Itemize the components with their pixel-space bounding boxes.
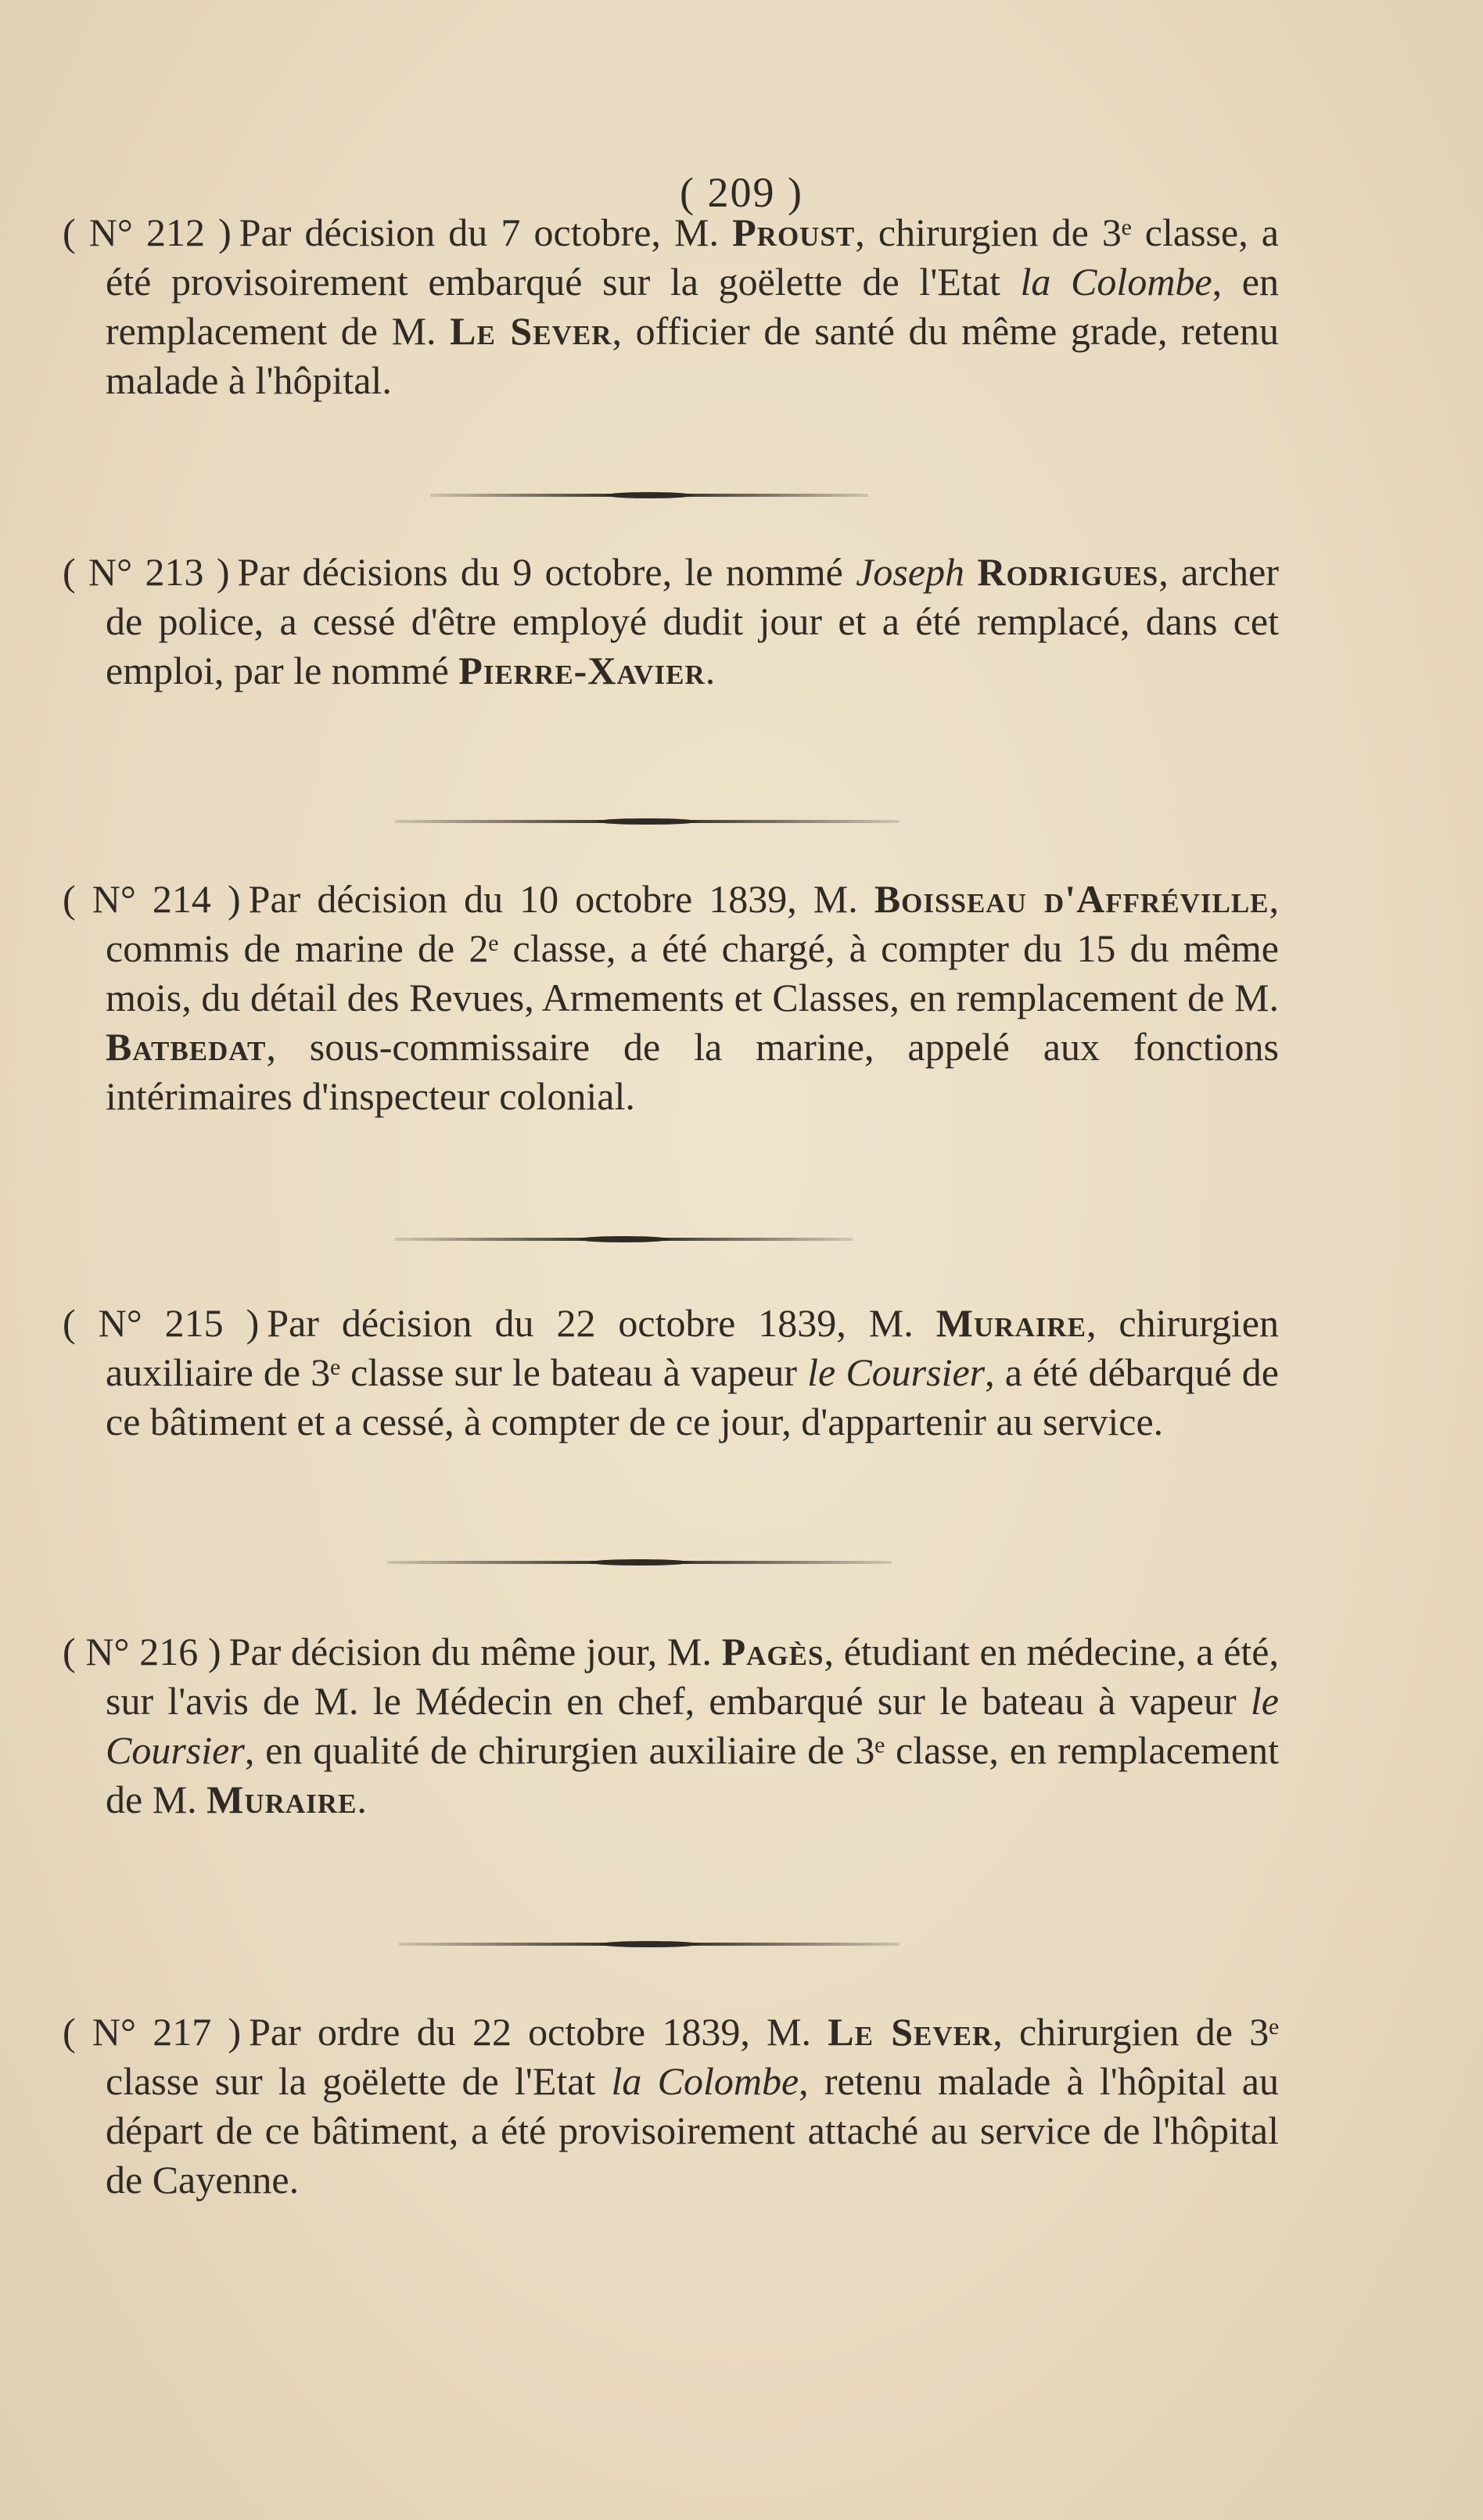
separator-rule	[395, 820, 899, 823]
ship-name: la Colombe	[611, 2059, 799, 2103]
entry-214: ( N° 214 ) Par décision du 10 octobre 1839, M. Boisseau d'Affréville, commis de marine de 2ᵉ classe, a été chargé, à compter du 15 du même mois, du détail des Revues, Armements et Classes, en remplacement de M. Batbedat, sous-commissaire de la marine, appelé aux fonctions intérimaires d'inspecteur colonial.	[63, 877, 1280, 1118]
entry-number: ( N° 214 )	[63, 877, 241, 921]
separator-rule	[395, 1238, 853, 1241]
entry-number: ( N° 217 )	[63, 2010, 242, 2054]
entry-217: ( N° 217 ) Par ordre du 22 octobre 1839, M. Le Sever, chirurgien de 3ᵉ classe sur la goëlette de l'Etat la Colombe, retenu malade à l'hôpital au départ de ce bâtiment, a été provisoirement attaché au service de l'hôpital de Cayenne.	[63, 2010, 1280, 2202]
separator-rule	[399, 1943, 899, 1946]
entry-216: ( N° 216 ) Par décision du même jour, M. Pagès, étudiant en médecine, a été, sur l'avis de M. le Médecin en chef, embarqué sur le bateau à vapeur le Coursier, en qualité de chirurgien auxiliaire de 3ᵉ classe, en remplacement de M. Muraire.	[63, 1630, 1279, 1821]
person-name: Pagès	[721, 1630, 824, 1673]
entry-number: ( N° 212 )	[63, 210, 232, 254]
entry-212: ( N° 212 ) Par décision du 7 octobre, M. Proust, chirurgien de 3ᵉ classe, a été provisoirement embarqué sur la goëlette de l'Etat la Colombe, en remplacement de M. Le Sever, officier de santé du même grade, retenu malade à l'hôpital.	[63, 210, 1279, 402]
entry-number: ( N° 213 )	[63, 550, 230, 594]
ship-name: le Coursier	[807, 1350, 986, 1394]
ship-name: la Colombe	[1020, 260, 1212, 304]
person-name: Pierre-Xavier	[458, 649, 706, 692]
person-name: Muraire	[206, 1778, 357, 1821]
separator-rule	[430, 494, 868, 497]
entry-number: ( N° 215 )	[63, 1301, 260, 1345]
entry-213: ( N° 213 ) Par décisions du 9 octobre, le nommé Joseph Rodrigues, archer de police, a cessé d'être employé dudit jour et a été remplacé, dans cet emploi, par le nommé Pierre-Xavier.	[63, 550, 1279, 692]
person-name: Batbedat	[106, 1025, 267, 1069]
person-name: Rodrigues	[977, 550, 1159, 594]
person-name: Proust	[732, 210, 856, 254]
person-first-name: Joseph	[856, 550, 965, 594]
person-name: Muraire	[935, 1301, 1086, 1345]
entry-215: ( N° 215 ) Par décision du 22 octobre 1839, M. Muraire, chirurgien auxiliaire de 3ᵉ classe sur le bateau à vapeur le Coursier, a été débarqué de ce bâtiment et a cessé, à compter de ce jour, d'appartenir au service.	[63, 1301, 1279, 1443]
person-name: Le Sever	[450, 309, 612, 353]
person-name: Boisseau d'Affréville	[874, 877, 1269, 921]
person-name: Le Sever	[828, 2010, 993, 2054]
page-number: ( 209 )	[680, 169, 803, 216]
entry-number: ( N° 216 )	[63, 1630, 221, 1673]
separator-rule	[387, 1561, 892, 1564]
ship-name: le Coursier	[106, 1679, 1279, 1772]
